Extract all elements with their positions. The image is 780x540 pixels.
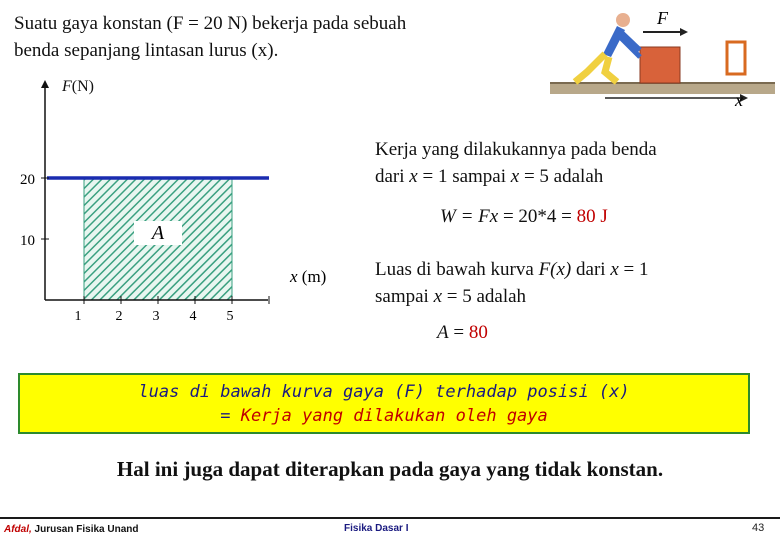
- work-description: [375, 136, 735, 190]
- work-line-1: Kerja yang dilakukannya pada benda: [375, 139, 657, 160]
- y-axis-label: F(N): [62, 78, 94, 95]
- x-tick-label: 1: [74, 309, 82, 324]
- area-description: [375, 256, 755, 310]
- pushing-box-illustration: [545, 2, 780, 107]
- key-statement-box: [18, 373, 750, 434]
- footer-divider: [0, 517, 780, 519]
- key-statement-line-2: = Kerja yang dilakukan oleh gaya: [220, 406, 548, 426]
- force-symbol: F: [657, 8, 668, 28]
- footer-course: Fisika Dasar I: [344, 523, 409, 534]
- x-axis-symbol: x: [735, 90, 743, 107]
- box: [640, 47, 680, 83]
- x-tick-label: 3: [152, 309, 160, 324]
- work-line-2: dari x = 1 sampai x = 5 adalah: [375, 166, 604, 187]
- area-value: A = 80: [437, 322, 488, 343]
- y-tick-label: 10: [20, 233, 35, 249]
- x-tick-label: 2: [115, 309, 123, 324]
- x-tick-label: 5: [226, 309, 234, 324]
- person-head: [616, 13, 630, 27]
- page-number: 43: [752, 522, 765, 534]
- force-position-chart: [0, 70, 360, 340]
- area-line-2: sampai x = 5 adalah: [375, 286, 527, 307]
- intro-text: [14, 10, 534, 64]
- area-line-1: Luas di bawah kurva F(x) dari x = 1: [375, 259, 649, 280]
- y-axis-arrow: [41, 80, 49, 88]
- area-label: A: [151, 222, 165, 244]
- x-tick-label: 4: [189, 309, 197, 324]
- x-axis-label: x (m): [290, 267, 327, 286]
- footer-author: Afdal, Jurusan Fisika Unand: [4, 524, 139, 535]
- intro-line-2: benda sepanjang lintasan lurus (x).: [14, 40, 279, 61]
- conclusion-text: Hal ini juga dapat diterapkan pada gaya yang tidak konstan.: [116, 457, 664, 481]
- person-legs: [575, 54, 617, 82]
- y-tick-label: 20: [20, 172, 35, 188]
- intro-line-1: Suatu gaya konstan (F = 20 N) bekerja pada sebuah: [14, 13, 407, 34]
- key-statement-line-1: luas di bawah kurva gaya (F) terhadap posisi (x): [138, 382, 630, 402]
- work-formula: W = Fx = 20*4 = 80 J: [440, 206, 608, 227]
